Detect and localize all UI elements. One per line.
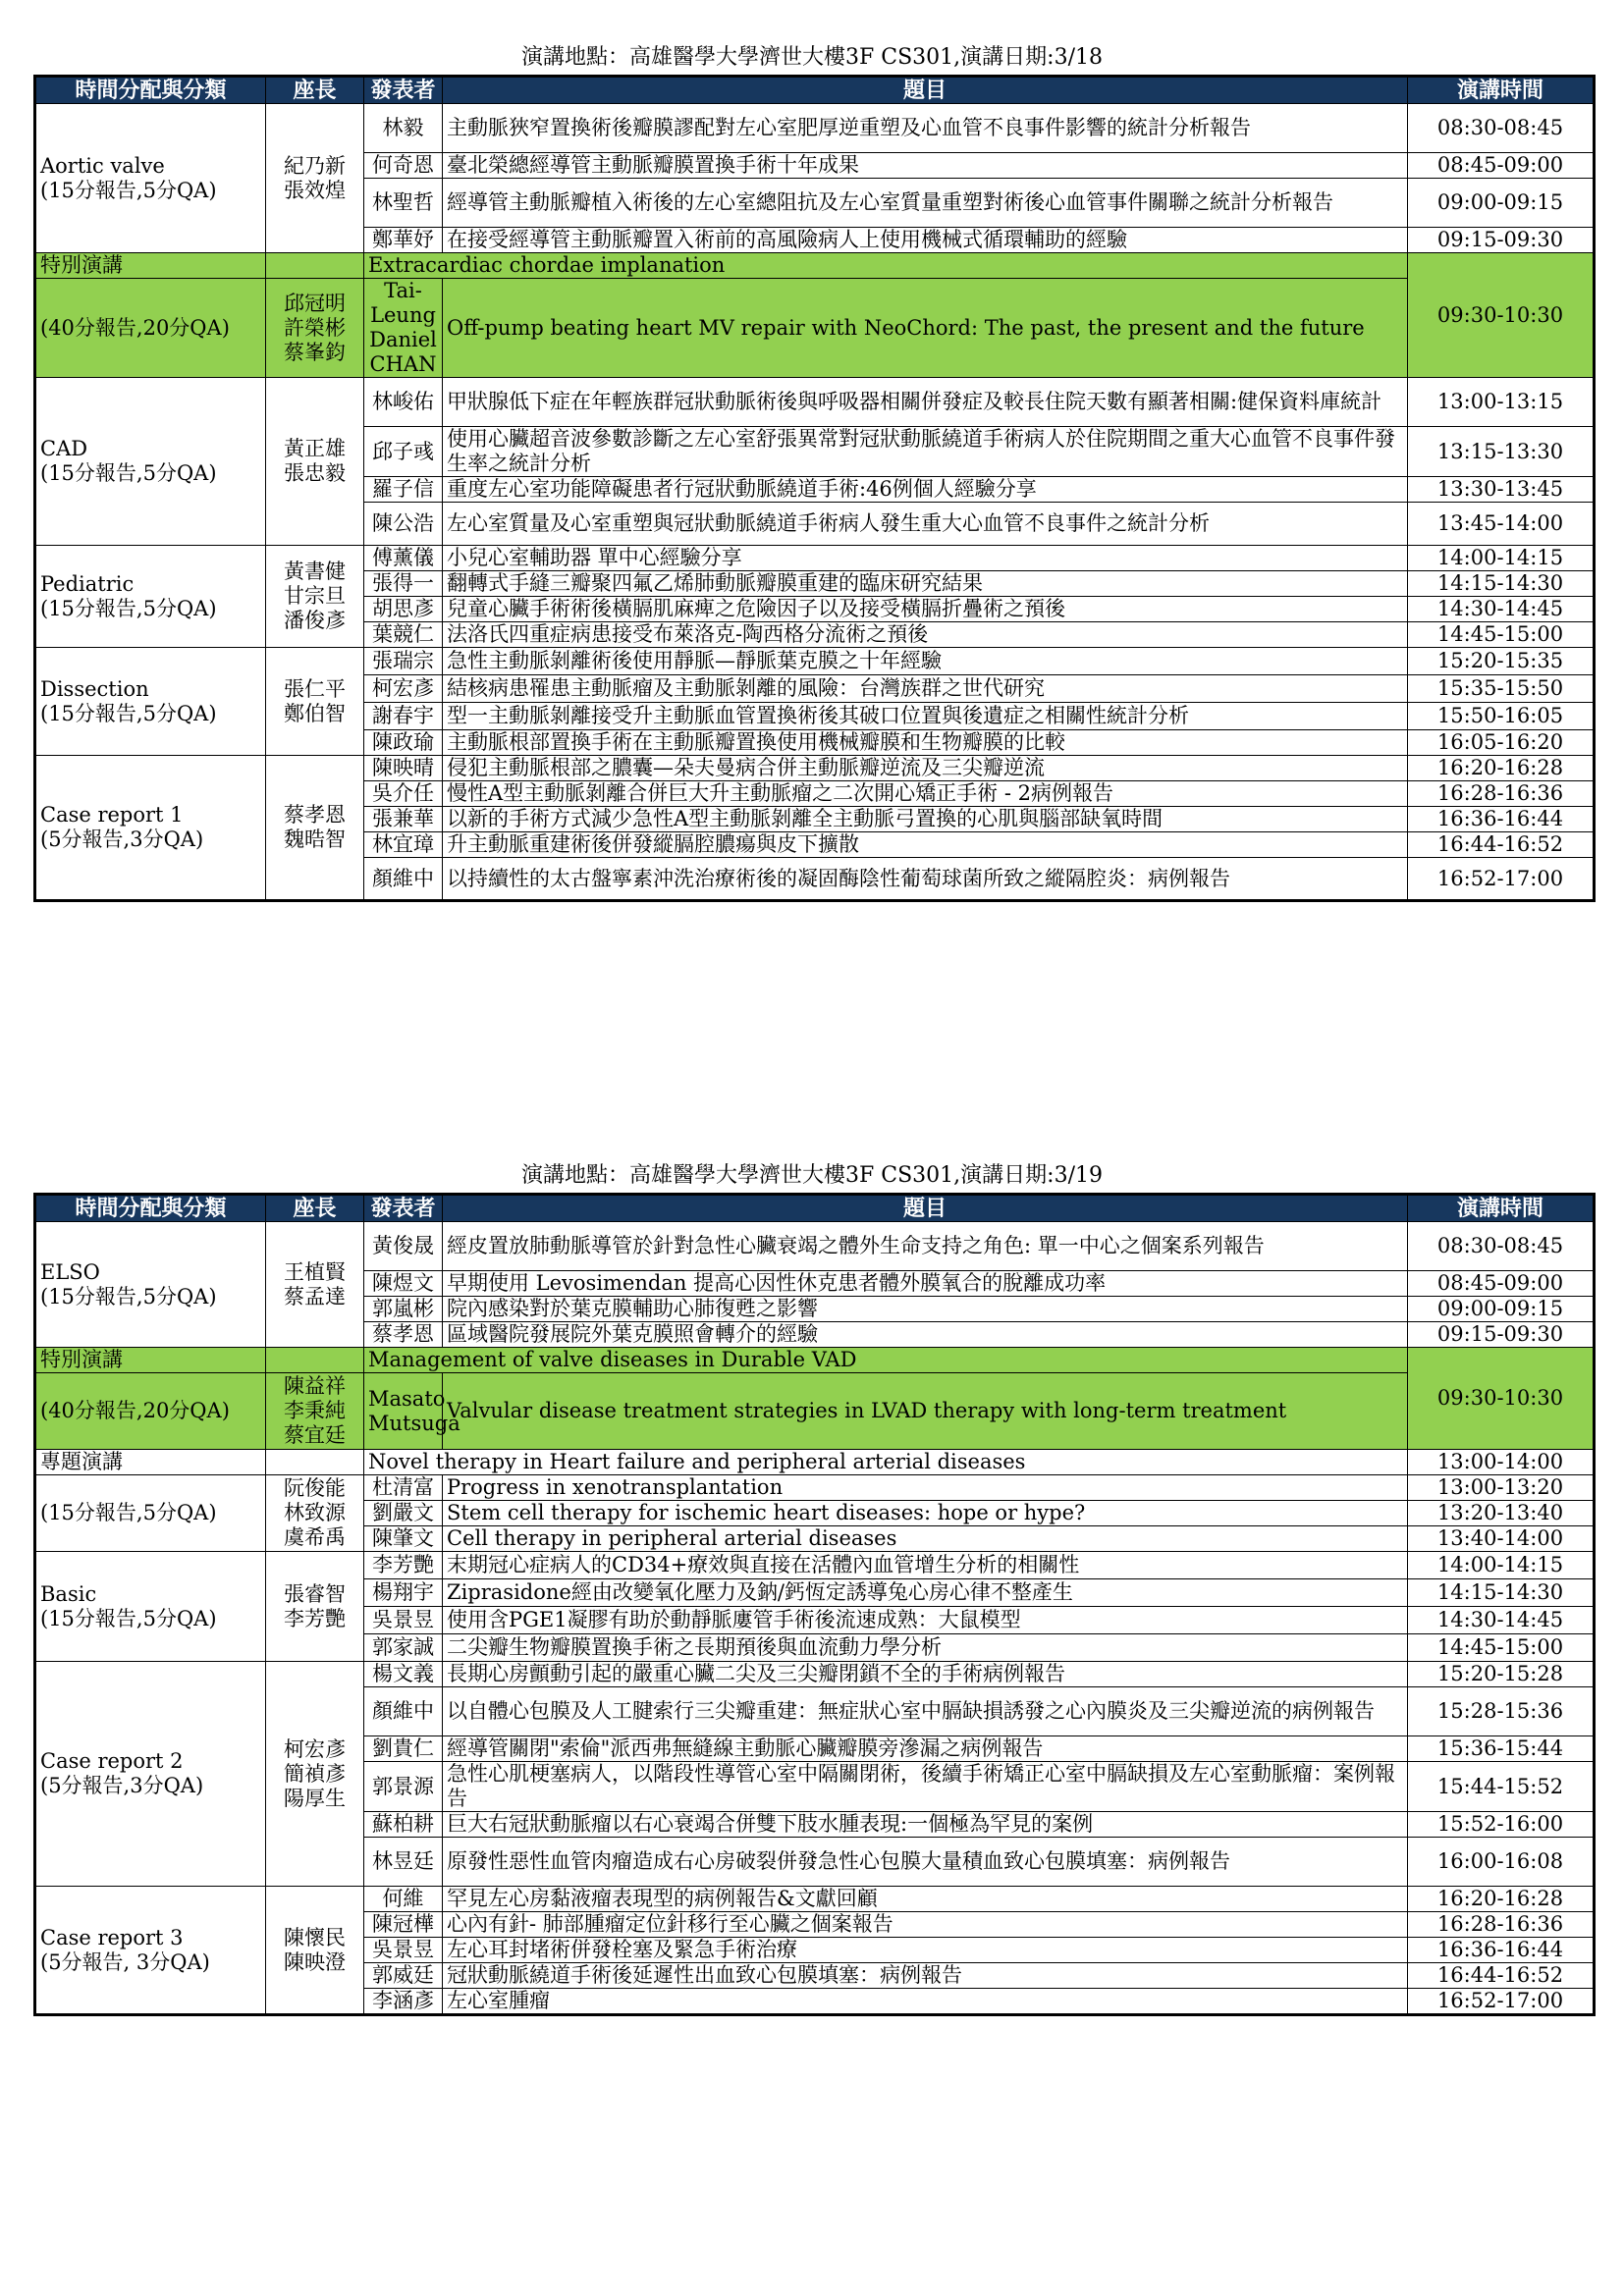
header-topic: 題目 (443, 1195, 1408, 1222)
topic: 經導管主動脈瓣植入術後的左心室總阻抗及左心室質量重塑對術後心血管事件關聯之統計分析報告 (443, 179, 1408, 228)
topic: 臺北榮總經導管主動脈瓣膜置換手術十年成果 (443, 153, 1408, 179)
speaker: 張瑞宗 (364, 648, 443, 675)
topic: Cell therapy in peripheral arterial diseases (443, 1526, 1408, 1552)
header-time: 演講時間 (1408, 77, 1595, 104)
session-time: 09:30-10:30 (1408, 253, 1595, 378)
topic: 法洛氏四重症病患接受布萊洛克-陶西格分流術之預後 (443, 622, 1408, 648)
chairpersons: 紀乃新 張效煌 (266, 104, 364, 253)
speaker: 何維 (364, 1887, 443, 1912)
topic: 巨大右冠狀動脈瘤以右心衰竭合併雙下肢水腫表現:一個極為罕見的案例 (443, 1812, 1408, 1838)
talk-time: 15:35-15:50 (1408, 675, 1595, 703)
header-speaker: 發表者 (364, 1195, 443, 1222)
table-row (35, 1887, 1595, 1912)
table-row (35, 1222, 1595, 1271)
speaker: 劉貴仁 (364, 1736, 443, 1762)
speaker: 蔡孝恩 (364, 1322, 443, 1348)
topic: 二尖瓣生物瓣膜置換手術之長期預後與血流動力學分析 (443, 1634, 1408, 1662)
talk-time: 16:00-16:08 (1408, 1838, 1595, 1887)
header-category: 時間分配與分類 (35, 77, 266, 104)
talk-time: 08:30-08:45 (1408, 1222, 1595, 1271)
speaker: 林聖哲 (364, 179, 443, 228)
speaker: 傅薰儀 (364, 546, 443, 571)
talk-time: 14:45-15:00 (1408, 1634, 1595, 1662)
topic: 侵犯主動脈根部之膿囊—朵夫曼病合併主動脈瓣逆流及三尖瓣逆流 (443, 756, 1408, 781)
topic: Valvular disease treatment strategies in LVAD therapy with long-term treatment (443, 1373, 1408, 1450)
speaker: 柯宏彥 (364, 675, 443, 703)
talk-time: 14:30-14:45 (1408, 1607, 1595, 1634)
speaker: 郭威廷 (364, 1963, 443, 1989)
talk-time: 13:40-14:00 (1408, 1526, 1595, 1552)
header-chair: 座長 (266, 77, 364, 104)
talk-time: 16:20-16:28 (1408, 1887, 1595, 1912)
topic: 心內有針- 肺部腫瘤定位針移行至心臟之個案報告 (443, 1912, 1408, 1938)
speaker: 陳冠樺 (364, 1912, 443, 1938)
speaker: 吳景昱 (364, 1607, 443, 1634)
session-category: Case report 1 (5分報告,3分QA) (35, 756, 266, 901)
talk-time: 15:52-16:00 (1408, 1812, 1595, 1838)
chairpersons: 張仁平 鄭伯智 (266, 648, 364, 756)
speaker: 陳煜文 (364, 1271, 443, 1297)
chair-cell-empty (266, 1348, 364, 1373)
chair-cell-empty (266, 1450, 364, 1475)
talk-time: 13:45-14:00 (1408, 503, 1595, 546)
speaker: 林宜璋 (364, 832, 443, 858)
topic: 型一主動脈剝離接受升主動脈血管置換術後其破口位置與後遺症之相關性統計分析 (443, 703, 1408, 730)
talk-time: 14:15-14:30 (1408, 1579, 1595, 1607)
special-lecture-theme: Extracardiac chordae implanation (364, 253, 1408, 279)
topic: 左心室質量及心室重塑與冠狀動脈繞道手術病人發生重大心血管不良事件之統計分析 (443, 503, 1408, 546)
schedule-table (33, 75, 1596, 902)
special-lecture-row (35, 1348, 1595, 1373)
speaker: 林峻佑 (364, 378, 443, 427)
talk-time: 15:28-15:36 (1408, 1687, 1595, 1736)
topic: 使用含PGE1凝膠有助於動靜脈廔管手術後流速成熟：大鼠模型 (443, 1607, 1408, 1634)
topic: 在接受經導管主動脈瓣置入術前的高風險病人上使用機械式循環輔助的經驗 (443, 228, 1408, 253)
talk-time: 14:00-14:15 (1408, 1552, 1595, 1579)
header-time: 演講時間 (1408, 1195, 1595, 1222)
speaker: 葉競仁 (364, 622, 443, 648)
topic: 以新的手術方式減少急性A型主動脈剝離全主動脈弓置換的心肌與腦部缺氧時間 (443, 807, 1408, 832)
topic: 使用心臟超音波參數診斷之左心室舒張異常對冠狀動脈繞道手術病人於住院期間之重大心血管不良事件發生率之統計分析 (443, 427, 1408, 477)
topic-lecture-theme: Novel therapy in Heart failure and peripheral arterial diseases (364, 1450, 1408, 1475)
chairpersons: 張睿智 李芳艷 (266, 1552, 364, 1662)
session-category: Case report 3 (5分報告, 3分QA) (35, 1887, 266, 2015)
topic: Stem cell therapy for ischemic heart diseases: hope or hype? (443, 1501, 1408, 1526)
speaker: 李芳艷 (364, 1552, 443, 1579)
topic: 罕見左心房黏液瘤表現型的病例報告&文獻回顧 (443, 1887, 1408, 1912)
header-category: 時間分配與分類 (35, 1195, 266, 1222)
speaker: 陳公浩 (364, 503, 443, 546)
chairpersons: 陳懷民 陳映澄 (266, 1887, 364, 2015)
special-lecture-label: 特別演講 (35, 1348, 266, 1373)
topic: 主動脈狹窄置換術後瓣膜謬配對左心室肥厚逆重塑及心血管不良事件影響的統計分析報告 (443, 104, 1408, 153)
talk-time: 15:20-15:35 (1408, 648, 1595, 675)
header-topic: 題目 (443, 77, 1408, 104)
talk-time: 09:00-09:15 (1408, 1297, 1595, 1322)
topic: 院內感染對於葉克膜輔助心肺復甦之影響 (443, 1297, 1408, 1322)
table-row (35, 378, 1595, 427)
topic: 結核病患罹患主動脈瘤及主動脈剝離的風險：台灣族群之世代研究 (443, 675, 1408, 703)
topic: 區域醫院發展院外葉克膜照會轉介的經驗 (443, 1322, 1408, 1348)
topic: 左心耳封堵術併發栓塞及緊急手術治療 (443, 1938, 1408, 1963)
talk-time: 16:20-16:28 (1408, 756, 1595, 781)
talk-time: 13:30-13:45 (1408, 477, 1595, 503)
speaker: 林昱廷 (364, 1838, 443, 1887)
chairpersons: 柯宏彥 簡禎彥 陽厚生 (266, 1662, 364, 1887)
speaker: 郭景源 (364, 1762, 443, 1812)
speaker: 羅子信 (364, 477, 443, 503)
topic: 重度左心室功能障礙患者行冠狀動脈繞道手術:46例個人經驗分享 (443, 477, 1408, 503)
talk-time: 16:52-17:00 (1408, 858, 1595, 901)
chairpersons: 王植賢 蔡孟達 (266, 1222, 364, 1348)
session-category: Case report 2 (5分報告,3分QA) (35, 1662, 266, 1887)
session-format: (40分報告,20分QA) (35, 1373, 266, 1450)
session-category: Basic (15分報告,5分QA) (35, 1552, 266, 1662)
speaker: 陳肇文 (364, 1526, 443, 1552)
session-category: Pediatric (15分報告,5分QA) (35, 546, 266, 648)
talk-time: 14:15-14:30 (1408, 571, 1595, 597)
speaker: 郭家誠 (364, 1634, 443, 1662)
chairpersons: 阮俊能 林致源 虞希禹 (266, 1475, 364, 1552)
talk-time: 09:00-09:15 (1408, 179, 1595, 228)
talk-time: 15:44-15:52 (1408, 1762, 1595, 1812)
speaker: Tai-Leung Daniel CHAN (364, 279, 443, 378)
speaker: 張兼華 (364, 807, 443, 832)
venue-day1: 演講地點：高雄醫學大學濟世大樓3F CS301,演講日期:3/18 (521, 45, 1103, 70)
topic-lecture-label: 專題演講 (35, 1450, 266, 1475)
speaker: 顏維中 (364, 1687, 443, 1736)
topic: 慢性A型主動脈剝離合併巨大升主動脈瘤之二次開心矯正手術 - 2病例報告 (443, 781, 1408, 807)
table-row (35, 648, 1595, 675)
speaker: 謝春宇 (364, 703, 443, 730)
topic: 主動脈根部置換手術在主動脈瓣置換使用機械瓣膜和生物瓣膜的比較 (443, 730, 1408, 756)
table-row (35, 104, 1595, 153)
speaker: 胡思彥 (364, 597, 443, 622)
speaker: 楊翔宇 (364, 1579, 443, 1607)
talk-time: 13:20-13:40 (1408, 1501, 1595, 1526)
topic: 經導管關閉"索倫"派西弗無縫線主動脈心臟瓣膜旁滲漏之病例報告 (443, 1736, 1408, 1762)
header-chair: 座長 (266, 1195, 364, 1222)
table-row (35, 546, 1595, 571)
talk-time: 14:45-15:00 (1408, 622, 1595, 648)
session-time: 09:30-10:30 (1408, 1348, 1595, 1450)
chairpersons: 蔡孝恩 魏晧智 (266, 756, 364, 901)
topic: 原發性惡性血管肉瘤造成右心房破裂併發急性心包膜大量積血致心包膜填塞：病例報告 (443, 1838, 1408, 1887)
topic: 兒童心臟手術術後橫膈肌麻痺之危險因子以及接受橫膈折疊術之預後 (443, 597, 1408, 622)
talk-time: 09:15-09:30 (1408, 1322, 1595, 1348)
talk-time: 16:05-16:20 (1408, 730, 1595, 756)
talk-time: 15:50-16:05 (1408, 703, 1595, 730)
schedule-table-day1 (33, 75, 1593, 902)
special-lecture-row (35, 279, 1595, 378)
speaker: 林毅 (364, 104, 443, 153)
talk-time: 08:45-09:00 (1408, 1271, 1595, 1297)
header-speaker: 發表者 (364, 77, 443, 104)
table-row (35, 1475, 1595, 1501)
speaker: 劉嚴文 (364, 1501, 443, 1526)
chairpersons: 黃書健 甘宗旦 潘俊彥 (266, 546, 364, 648)
speaker: 陳映晴 (364, 756, 443, 781)
talk-time: 08:45-09:00 (1408, 153, 1595, 179)
topic: 急性心肌梗塞病人，以階段性導管心室中隔關閉術，後續手術矯正心室中膈缺損及左心室動脈瘤：案例報告 (443, 1762, 1408, 1812)
talk-time: 16:28-16:36 (1408, 781, 1595, 807)
talk-time: 16:44-16:52 (1408, 1963, 1595, 1989)
topic: 末期冠心症病人的CD34+療效與直接在活體內血管增生分析的相關性 (443, 1552, 1408, 1579)
session-category: ELSO (15分報告,5分QA) (35, 1222, 266, 1348)
special-lecture-row (35, 253, 1595, 279)
chairpersons: 黃正雄 張忠毅 (266, 378, 364, 546)
topic: 早期使用 Levosimendan 提高心因性休克患者體外膜氧合的脫離成功率 (443, 1271, 1408, 1297)
topic: 甲狀腺低下症在年輕族群冠狀動脈術後與呼吸器相關併發症及較長住院天數有顯著相關:健保資料庫統計 (443, 378, 1408, 427)
session-category: Aortic valve (15分報告,5分QA) (35, 104, 266, 253)
venue-day2: 演講地點：高雄醫學大學濟世大樓3F CS301,演講日期:3/19 (521, 1163, 1103, 1188)
topic: 經皮置放肺動脈導管於針對急性心臟衰竭之體外生命支持之角色: 單一中心之個案系列報告 (443, 1222, 1408, 1271)
speaker: 楊文義 (364, 1662, 443, 1687)
table-row (35, 1662, 1595, 1687)
talk-time: 13:15-13:30 (1408, 427, 1595, 477)
chairpersons: 邱冠明 許榮彬 蔡峯鈞 (266, 279, 364, 378)
talk-time: 15:20-15:28 (1408, 1662, 1595, 1687)
speaker: 何奇恩 (364, 153, 443, 179)
topic: 升主動脈重建術後併發縱膈腔膿瘍與皮下擴散 (443, 832, 1408, 858)
talk-time: 15:36-15:44 (1408, 1736, 1595, 1762)
session-time: 13:00-14:00 (1408, 1450, 1595, 1475)
talk-time: 16:44-16:52 (1408, 832, 1595, 858)
session-format: (40分報告,20分QA) (35, 279, 266, 378)
talk-time: 16:52-17:00 (1408, 1989, 1595, 2015)
table-row (35, 1552, 1595, 1579)
chair-cell-empty (266, 253, 364, 279)
topic: 以持續性的太古盤寧素沖洗治療術後的凝固酶陰性葡萄球菌所致之縱隔腔炎：病例報告 (443, 858, 1408, 901)
talk-time: 13:00-13:20 (1408, 1475, 1595, 1501)
topic: Progress in xenotransplantation (443, 1475, 1408, 1501)
special-lecture-row (35, 1373, 1595, 1450)
chairpersons: 陳益祥 李秉純 蔡宜廷 (266, 1373, 364, 1450)
speaker: 邱子彧 (364, 427, 443, 477)
session-category: (15分報告,5分QA) (35, 1475, 266, 1552)
topic: 小兒心室輔助器 單中心經驗分享 (443, 546, 1408, 571)
speaker: 郭嵐彬 (364, 1297, 443, 1322)
session-category: Dissection (15分報告,5分QA) (35, 648, 266, 756)
special-lecture-theme: Management of valve diseases in Durable VAD (364, 1348, 1408, 1373)
special-lecture-label: 特別演講 (35, 253, 266, 279)
talk-time: 16:28-16:36 (1408, 1912, 1595, 1938)
topic-lecture-row (35, 1450, 1595, 1475)
topic: 以自體心包膜及人工腱索行三尖瓣重建：無症狀心室中膈缺損誘發之心內膜炎及三尖瓣逆流的病例報告 (443, 1687, 1408, 1736)
speaker: 李涵彥 (364, 1989, 443, 2015)
speaker: 吳介任 (364, 781, 443, 807)
topic: 冠狀動脈繞道手術後延遲性出血致心包膜填塞：病例報告 (443, 1963, 1408, 1989)
talk-time: 14:00-14:15 (1408, 546, 1595, 571)
speaker: 陳政瑜 (364, 730, 443, 756)
topic: Ziprasidone經由改變氧化壓力及鈉/鈣恆定誘導兔心房心律不整產生 (443, 1579, 1408, 1607)
speaker: 杜清富 (364, 1475, 443, 1501)
speaker: 顏維中 (364, 858, 443, 901)
schedule-table (33, 1193, 1596, 2016)
speaker: 黃俊晟 (364, 1222, 443, 1271)
talk-time: 09:15-09:30 (1408, 228, 1595, 253)
table-row (35, 756, 1595, 781)
speaker: 吳景昱 (364, 1938, 443, 1963)
speaker: 蘇柏耕 (364, 1812, 443, 1838)
schedule-table-day2 (33, 1193, 1593, 2016)
topic: 翻轉式手縫三瓣聚四氟乙烯肺動脈瓣膜重建的臨床研究結果 (443, 571, 1408, 597)
topic: 左心室腫瘤 (443, 1989, 1408, 2015)
speaker: 鄭華妤 (364, 228, 443, 253)
speaker: 張得一 (364, 571, 443, 597)
talk-time: 13:00-13:15 (1408, 378, 1595, 427)
session-category: CAD (15分報告,5分QA) (35, 378, 266, 546)
talk-time: 14:30-14:45 (1408, 597, 1595, 622)
speaker: Masato Mutsuga (364, 1373, 443, 1450)
topic: 急性主動脈剝離術後使用靜脈—靜脈葉克膜之十年經驗 (443, 648, 1408, 675)
topic: 長期心房顫動引起的嚴重心臟二尖及三尖瓣閉鎖不全的手術病例報告 (443, 1662, 1408, 1687)
talk-time: 16:36-16:44 (1408, 807, 1595, 832)
talk-time: 16:36-16:44 (1408, 1938, 1595, 1963)
topic: Off-pump beating heart MV repair with NeoChord: The past, the present and the future (443, 279, 1408, 378)
talk-time: 08:30-08:45 (1408, 104, 1595, 153)
